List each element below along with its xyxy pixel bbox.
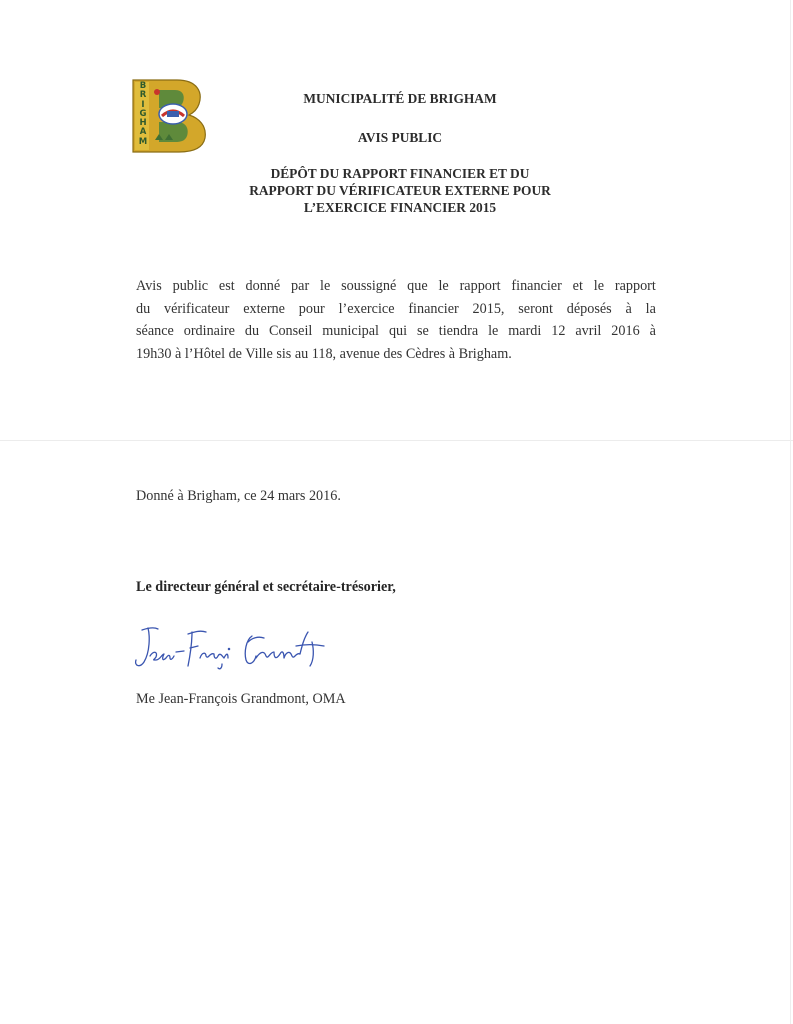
- paragraph-word: Avis: [136, 278, 162, 294]
- paragraph-word: financier: [511, 278, 562, 294]
- paragraph-word: à: [625, 300, 632, 317]
- paragraph-line: [136, 298, 656, 321]
- paragraph-word: le: [593, 278, 605, 294]
- paragraph-word: que: [407, 278, 428, 294]
- paragraph-line: [136, 275, 656, 298]
- logo-letter: H: [139, 118, 147, 129]
- paragraph-word: municipal: [322, 323, 380, 339]
- logo-letter: A: [139, 127, 147, 138]
- logo-letter: G: [139, 108, 147, 119]
- logo-wordmark: [137, 82, 149, 147]
- paragraph-word: l’exercice: [338, 300, 395, 317]
- paragraph-word: 12: [551, 323, 566, 339]
- paragraph-word: avril: [575, 323, 602, 339]
- paragraph-word: qui: [388, 323, 408, 339]
- paragraph-word: seront: [518, 300, 553, 317]
- paragraph-word: pour: [298, 300, 325, 317]
- paragraph-word: le: [320, 278, 331, 294]
- notice-paragraph: [136, 275, 656, 365]
- scan-fold-line: [0, 440, 793, 441]
- subject-line: DÉPÔT DU RAPPORT FINANCIER ET DU: [270, 166, 530, 181]
- subject-line: RAPPORT DU VÉRIFICATEUR EXTERNE POUR: [249, 183, 551, 198]
- logo-letter: B: [139, 81, 147, 91]
- handwritten-signature: [128, 622, 348, 682]
- subject-line: L’EXERCICE FINANCIER 2015: [303, 200, 497, 215]
- paragraph-word: rapport: [614, 278, 656, 294]
- paragraph-word: ordinaire: [183, 323, 235, 339]
- paragraph-word: donné: [245, 278, 281, 294]
- paragraph-word: financier: [408, 300, 459, 317]
- notice-type: AVIS PUBLIC: [357, 130, 443, 145]
- paragraph-word: et: [572, 278, 583, 294]
- logo-letter: I: [141, 99, 145, 110]
- paragraph-word: 2015,: [472, 300, 505, 317]
- paragraph-word: du: [136, 300, 151, 317]
- paragraph-word: la: [645, 300, 656, 317]
- paragraph-line: [136, 320, 656, 343]
- paragraph-word: Conseil: [268, 323, 313, 339]
- paragraph-word: séance: [136, 323, 174, 339]
- date-place-line: Donné à Brigham, ce 24 mars 2016.: [136, 488, 341, 504]
- logo-letter: M: [138, 136, 148, 147]
- paragraph-word: 2016: [611, 323, 640, 339]
- paragraph-word: soussigné: [341, 278, 397, 294]
- paragraph-word: tiendra: [438, 323, 479, 339]
- paragraph-word: public: [172, 278, 209, 294]
- signer-name: Me Jean-François Grandmont, OMA: [136, 691, 346, 707]
- logo-letter: R: [139, 90, 147, 101]
- paragraph-word: à: [649, 323, 656, 339]
- paragraph-word: du: [244, 323, 260, 339]
- paragraph-word: déposés: [566, 300, 612, 317]
- signer-title: Le directeur général et secrétaire-trésorier,: [136, 579, 396, 595]
- scan-edge-line: [790, 0, 791, 1024]
- paragraph-word: se: [417, 323, 429, 339]
- paragraph-word: le: [438, 278, 449, 294]
- paragraph-word: vérificateur: [164, 300, 230, 317]
- paragraph-word: externe: [243, 300, 285, 317]
- paragraph-word: est: [218, 278, 235, 294]
- notice-subject: [180, 165, 620, 216]
- paragraph-word: rapport: [459, 278, 501, 294]
- paragraph-word: par: [291, 278, 310, 294]
- municipality-name: MUNICIPALITÉ DE BRIGHAM: [303, 91, 497, 106]
- paragraph-line: 19h30 à l’Hôtel de Ville sis au 118, avenue des Cèdres à Brigham.: [136, 345, 512, 362]
- paragraph-word: le: [488, 323, 499, 339]
- paragraph-word: mardi: [508, 323, 542, 339]
